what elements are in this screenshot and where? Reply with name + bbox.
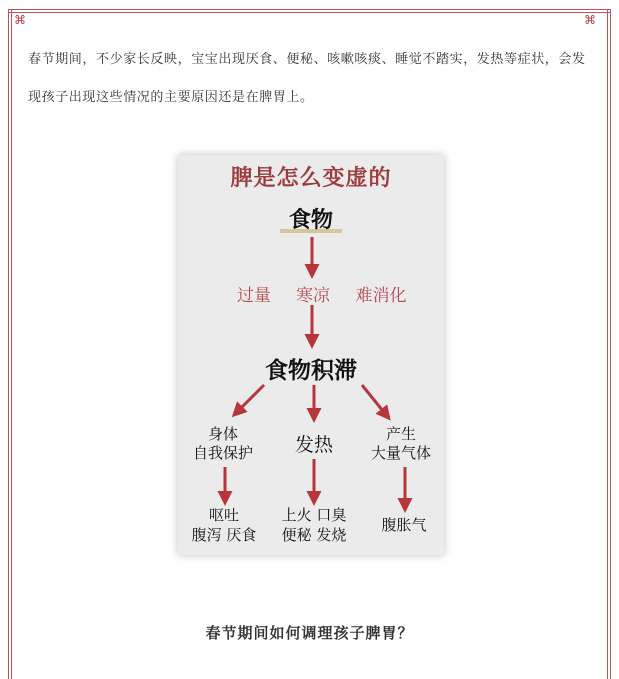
diagram-title: 脾是怎么变虚的 xyxy=(230,166,392,191)
section-subtitle: 春节期间如何调理孩子脾胃？ xyxy=(205,624,414,642)
result-line: 呕吐 xyxy=(208,506,239,524)
arrow-middle-to-branch-1 xyxy=(236,385,264,413)
result-node xyxy=(364,515,444,535)
branch-line: 产生 xyxy=(385,425,416,443)
frame-right-line xyxy=(607,9,608,679)
root-node: 食物 xyxy=(288,208,333,233)
result-line: 上火 口臭 xyxy=(281,506,347,524)
frame-left-line xyxy=(8,9,9,679)
frame-right-line-inner xyxy=(610,9,611,679)
branch-line: 身体 xyxy=(207,425,238,443)
corner-ornament-icon: ⌘ xyxy=(14,13,26,27)
result-line: 腹泻 厌食 xyxy=(191,526,257,544)
cause-label: 难消化 xyxy=(355,286,407,306)
branch-line: 发热 xyxy=(294,434,333,456)
frame-top-line-inner xyxy=(8,12,611,13)
middle-node: 食物积滞 xyxy=(265,358,357,384)
result-node xyxy=(270,505,358,545)
branch-node xyxy=(178,425,268,463)
result-node xyxy=(178,505,270,545)
spleen-flow-diagram xyxy=(178,155,444,555)
result-line: 腹胀气 xyxy=(381,516,427,534)
arrow-middle-to-branch-3 xyxy=(362,385,387,416)
branch-node xyxy=(274,433,354,457)
intro-paragraph: 春节期间，不少家长反映，宝宝出现厌食、便秘、咳嗽咳痰、睡觉不踏实，发热等症状，会发现孩子出现这些情况的主要原因还是在脾胃上。 xyxy=(28,52,586,105)
branch-node xyxy=(358,425,444,463)
frame-top-line xyxy=(8,9,611,10)
result-line: 便秘 发烧 xyxy=(281,526,347,544)
corner-ornament-icon: ⌘ xyxy=(584,13,596,27)
cause-label: 寒凉 xyxy=(296,286,330,306)
branch-line: 大量气体 xyxy=(370,444,431,462)
branch-line: 自我保护 xyxy=(192,444,253,462)
frame-left-line-inner xyxy=(11,9,12,679)
cause-label: 过量 xyxy=(237,286,271,306)
